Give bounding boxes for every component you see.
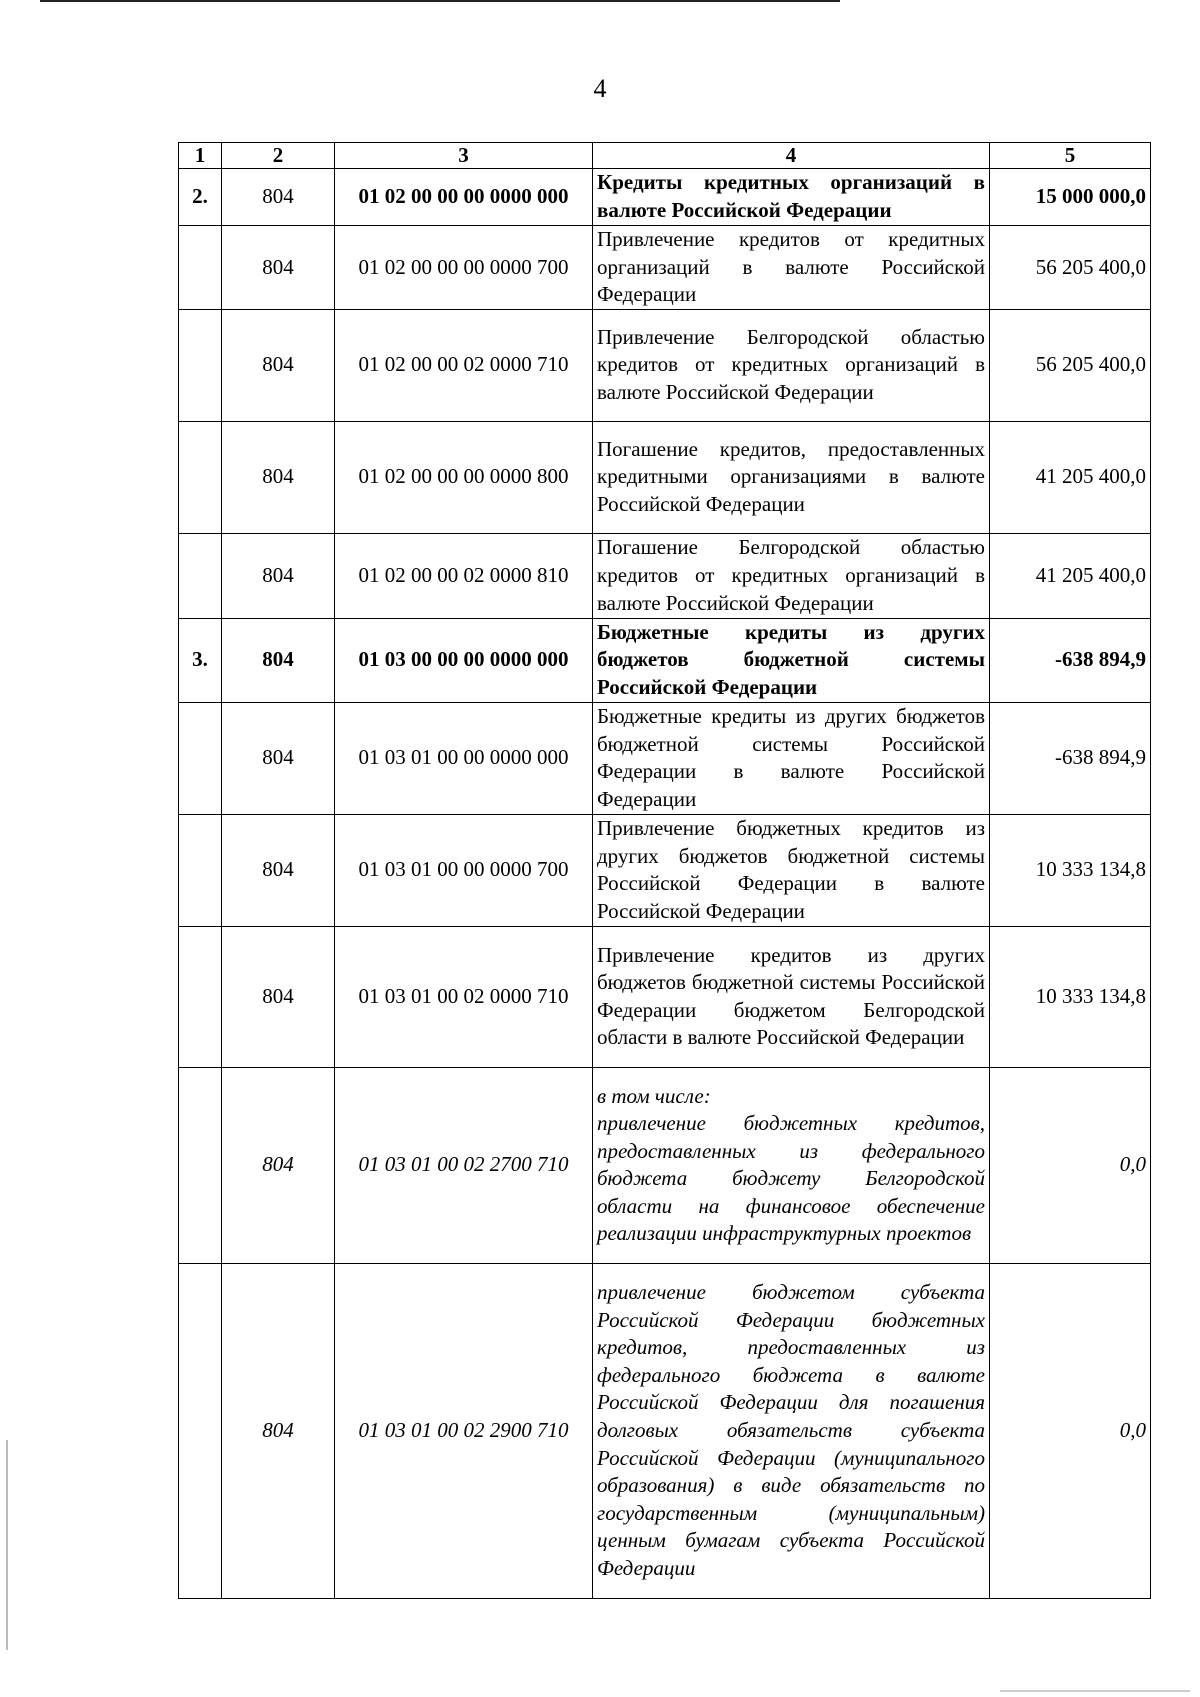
budget-code: 01 03 01 00 02 2900 710 [335, 1263, 593, 1598]
admin-code: 804 [222, 1263, 335, 1598]
table-row [179, 702, 1151, 814]
top-border-line [40, 0, 840, 2]
table-row [179, 226, 1151, 310]
header-col-3: 3 [335, 143, 593, 169]
budget-code: 01 03 00 00 00 0000 000 [335, 618, 593, 702]
table-row [179, 309, 1151, 421]
budget-code: 01 03 01 00 00 0000 700 [335, 814, 593, 926]
amount: 41 205 400,0 [990, 533, 1151, 618]
row-number [179, 533, 222, 618]
admin-code: 804 [222, 226, 335, 310]
budget-code: 01 02 00 00 02 0000 810 [335, 533, 593, 618]
header-col-5: 5 [990, 143, 1151, 169]
description: Кредиты кредитных организаций в валюте Российской Федерации [593, 169, 990, 226]
description: Бюджетные кредиты из других бюджетов бюджетной системы Российской Федерации в валюте Российской Федерации [593, 702, 990, 814]
header-col-4: 4 [593, 143, 990, 169]
budget-code: 01 03 01 00 00 0000 000 [335, 702, 593, 814]
admin-code: 804 [222, 421, 335, 533]
amount: -638 894,9 [990, 702, 1151, 814]
scan-artifact-bottom-right [1000, 1690, 1190, 1692]
page-number: 4 [593, 74, 607, 103]
budget-code: 01 02 00 00 00 0000 000 [335, 169, 593, 226]
header-col-1: 1 [179, 143, 222, 169]
description: Привлечение Белгородской областью кредитов от кредитных организаций в валюте Российской Федерации [593, 309, 990, 421]
description-prefix: в том числе: [597, 1083, 711, 1108]
budget-code: 01 02 00 00 00 0000 800 [335, 421, 593, 533]
description: Погашение кредитов, предоставленных кредитными организациями в валюте Российской Федерации [593, 421, 990, 533]
budget-code: 01 03 01 00 02 0000 710 [335, 926, 593, 1067]
row-number: 2. [179, 169, 222, 226]
row-number [179, 1263, 222, 1598]
budget-code: 01 02 00 00 00 0000 700 [335, 226, 593, 310]
description: привлечение бюджетом субъекта Российской Федерации бюджетных кредитов, предоставленных из федерального бюджета в валюте Российской Федерации для погашения долговых обязательств субъекта Российской Федерации (муниципального образования) в виде обязательств по государственным (муниципальным) ценным бумагам субъекта Российской Федерации [593, 1263, 990, 1598]
admin-code: 804 [222, 926, 335, 1067]
admin-code: 804 [222, 169, 335, 226]
table-row [179, 814, 1151, 926]
budget-code: 01 03 01 00 02 2700 710 [335, 1067, 593, 1263]
table-row [179, 1067, 1151, 1263]
row-number [179, 226, 222, 310]
table-row [179, 926, 1151, 1067]
header-col-2: 2 [222, 143, 335, 169]
amount: 10 333 134,8 [990, 926, 1151, 1067]
row-number [179, 702, 222, 814]
table-row [179, 618, 1151, 702]
table-header-row [179, 143, 1151, 169]
amount: 0,0 [990, 1067, 1151, 1263]
table-row [179, 1263, 1151, 1598]
amount: 41 205 400,0 [990, 421, 1151, 533]
amount: 0,0 [990, 1263, 1151, 1598]
table-row [179, 421, 1151, 533]
description-text: привлечение бюджетных кредитов, предоставленных из федерального бюджета бюджету Белгородской области на финансовое обеспечение реализации инфраструктурных проектов [597, 1111, 985, 1246]
description: Бюджетные кредиты из других бюджетов бюджетной системы Российской Федерации [593, 618, 990, 702]
admin-code: 804 [222, 702, 335, 814]
admin-code: 804 [222, 309, 335, 421]
budget-sources-table [178, 142, 1151, 1599]
description: Привлечение кредитов из других бюджетов бюджетной системы Российской Федерации бюджетом Белгородской области в валюте Российской Федерации [593, 926, 990, 1067]
row-number [179, 1067, 222, 1263]
admin-code: 804 [222, 814, 335, 926]
amount: -638 894,9 [990, 618, 1151, 702]
amount: 56 205 400,0 [990, 309, 1151, 421]
row-number [179, 926, 222, 1067]
row-number [179, 421, 222, 533]
table-row [179, 533, 1151, 618]
table-row [179, 169, 1151, 226]
amount: 10 333 134,8 [990, 814, 1151, 926]
scan-artifact-left [6, 1440, 8, 1650]
row-number [179, 814, 222, 926]
budget-code: 01 02 00 00 02 0000 710 [335, 309, 593, 421]
amount: 56 205 400,0 [990, 226, 1151, 310]
amount: 15 000 000,0 [990, 169, 1151, 226]
description [593, 1067, 990, 1263]
admin-code: 804 [222, 1067, 335, 1263]
description: Привлечение кредитов от кредитных организаций в валюте Российской Федерации [593, 226, 990, 310]
row-number: 3. [179, 618, 222, 702]
description: Привлечение бюджетных кредитов из других бюджетов бюджетной системы Российской Федерации в валюте Российской Федерации [593, 814, 990, 926]
admin-code: 804 [222, 618, 335, 702]
description: Погашение Белгородской областью кредитов от кредитных организаций в валюте Российской Федерации [593, 533, 990, 618]
admin-code: 804 [222, 533, 335, 618]
row-number [179, 309, 222, 421]
